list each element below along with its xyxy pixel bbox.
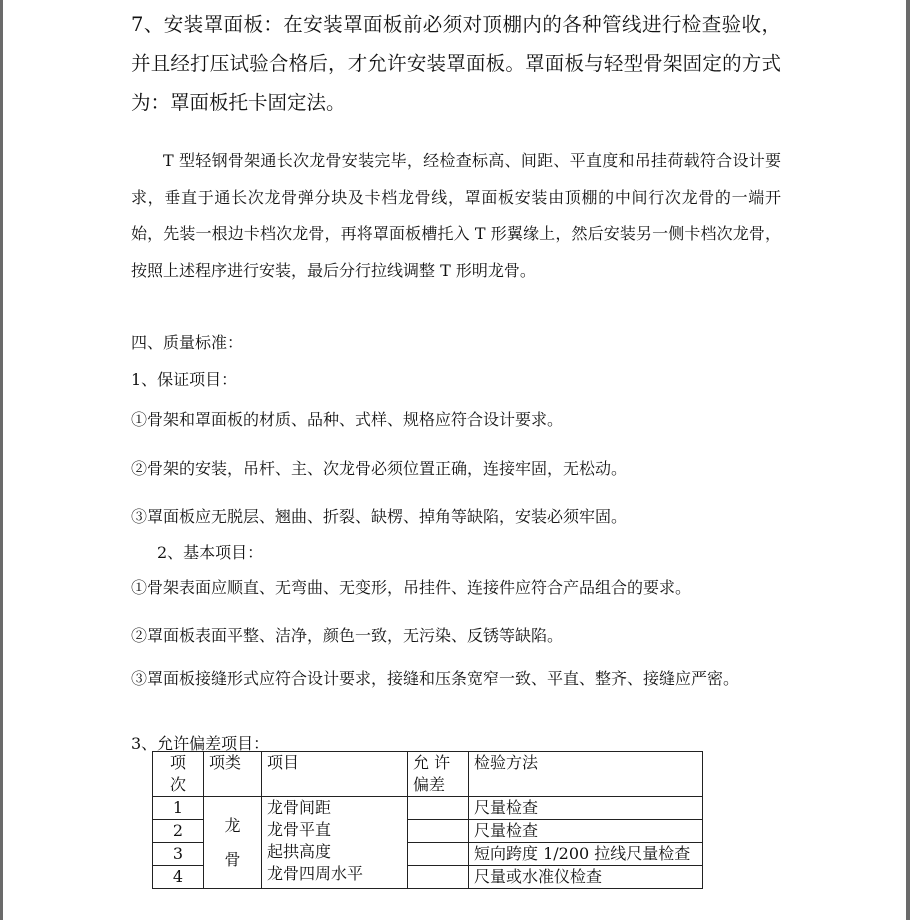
- table-header-row: [153, 752, 703, 797]
- tolerance-table: [152, 751, 703, 889]
- item-name: 龙骨平直: [267, 820, 332, 839]
- header-category: 项类: [204, 752, 262, 797]
- table-row: [153, 797, 703, 820]
- guarantee-items-heading: 1、保证项目：: [131, 370, 238, 389]
- header-method: 检验方法: [469, 752, 703, 797]
- item-name: 龙骨间距: [267, 798, 332, 817]
- allowance-cell: [408, 797, 469, 820]
- item-name: 龙骨四周水平: [267, 864, 364, 883]
- allowance-cell: [408, 820, 469, 843]
- allowance-cell: [408, 843, 469, 866]
- method-cell: 尺量检查: [469, 797, 703, 820]
- category-keel: 龙 骨: [204, 797, 262, 889]
- page-frame-right: [906, 0, 910, 920]
- row-no: 1: [153, 797, 204, 820]
- row-no: 2: [153, 820, 204, 843]
- header-allowance: 允 许 偏差: [408, 752, 469, 797]
- method-cell: 短向跨度 1/200 拉线尺量检查: [469, 843, 703, 866]
- method-cell: 尺量或水准仪检查: [469, 866, 703, 889]
- guarantee-item-1: ①骨架和罩面板的材质、品种、式样、规格应符合设计要求。: [131, 410, 564, 429]
- row-no: 4: [153, 866, 204, 889]
- quality-standards-heading: 四、质量标准：: [131, 333, 244, 352]
- item-name: 起拱高度: [267, 842, 332, 861]
- t-keel-paragraph: T 型轻钢骨架通长次龙骨安装完毕，经检查标高、间距、平直度和吊挂荷载符合设计要求，垂直于通长次龙骨弹分块及卡档龙骨线，罩面板安装由顶棚的中间行次龙骨的一端开始，先装一根边卡档次龙骨，再将罩面板槽托入 T 形翼缘上，然后安装另一侧卡档次龙骨，按照上述程序进行安装，最后分行拉线调整 T 形明龙骨。: [131, 151, 781, 280]
- guarantee-item-3: ③罩面板应无脱层、翘曲、折裂、缺楞、掉角等缺陷，安装必须牢固。: [131, 507, 628, 526]
- header-no: 项 次: [153, 752, 204, 797]
- guarantee-item-2: ②骨架的安装，吊杆、主、次龙骨必须位置正确，连接牢固，无松动。: [131, 459, 628, 478]
- basic-item-1: ①骨架表面应顺直、无弯曲、无变形，吊挂件、连接件应符合产品组合的要求。: [131, 578, 692, 597]
- row-no: 3: [153, 843, 204, 866]
- basic-items-heading: 2、基本项目：: [157, 543, 264, 562]
- item-list: [262, 797, 408, 889]
- section-7-paragraph: 7、安装罩面板：在安装罩面板前必须对顶棚内的各种管线进行检查验收，并且经打压试验合格后，才允许安装罩面板。罩面板与轻型骨架固定的方式为：罩面板托卡固定法。: [131, 13, 781, 114]
- method-cell: 尺量检查: [469, 820, 703, 843]
- allowance-cell: [408, 866, 469, 889]
- basic-item-3: ③罩面板接缝形式应符合设计要求，接缝和压条宽窄一致、平直、整齐、接缝应严密。: [131, 669, 740, 688]
- basic-item-2: ②罩面板表面平整、洁净，颜色一致，无污染、反锈等缺陷。: [131, 626, 564, 645]
- tolerance-heading: 3、允许偏差项目：: [131, 734, 270, 753]
- header-item: 项目: [262, 752, 408, 797]
